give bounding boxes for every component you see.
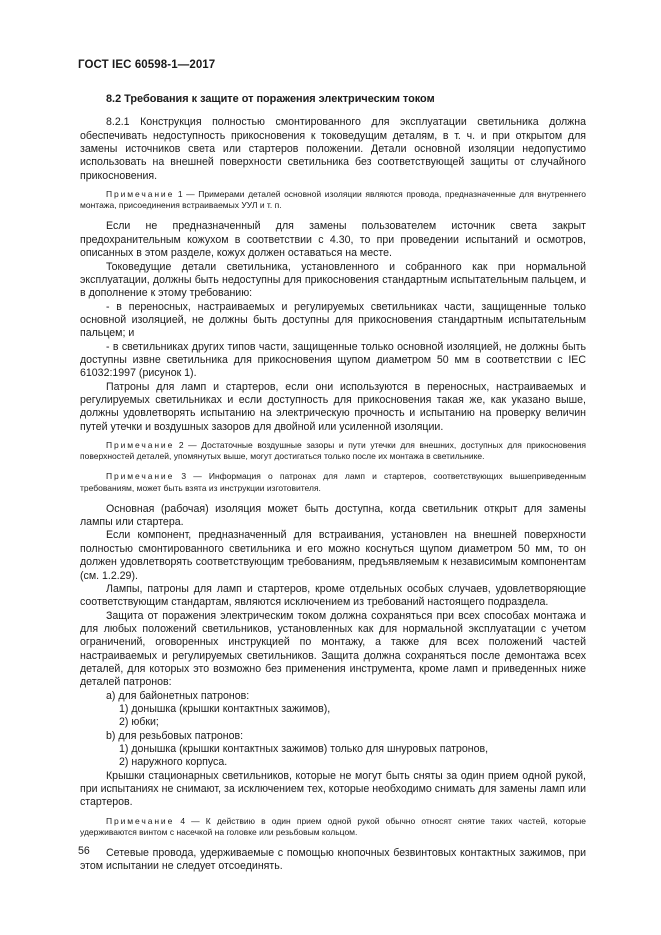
standard-header: ГОСТ IEC 60598-1—2017 (78, 59, 216, 71)
paragraph: Если не предназначенный для замены пользователем источник света закрыт предохранительным кожухом в соответствии с 4.30, то при проведении испытаний и осмотров, описанных в этом разделе, кожух должен оставаться на месте. (80, 220, 586, 260)
list-item: 1) донышка (крышки контактных зажимов), (119, 702, 331, 715)
page-number: 56 (78, 845, 90, 857)
list-item: а) для байонетных патронов: (106, 689, 250, 702)
list-item: 2) юбки; (119, 716, 159, 729)
paragraph: Патроны для ламп и стартеров, если они используются в переносных, настраиваемых и регулируемых светильниках и если доступность для прикосновения такая же, как указано выше, должны удовлетворять испытанию на электрическую прочность и испытанию на проверку величин путей утечки и воздушных зазоров для двойной или усиленной изоляции. (80, 380, 586, 433)
note-text: 3 — Информация о патронах для ламп и стартеров, соответствующих вышеприведенным требованиям, может быть взята из инструкции изготовителя. (80, 471, 586, 493)
paragraph: Крышки стационарных светильников, которые не могут быть сняты за один прием одной рукой, при испытаниях не снимают, за исключением тех, которые необходимо снимать для замены ламп или стартеров. (80, 769, 586, 809)
note-label: Примечание (106, 189, 175, 200)
note-text: 2 — Достаточные воздушные зазоры и пути утечки для внешних, доступных для прикосновения поверхностей деталей, упомянутых выше, могут достигаться только после их монтажа в светильнике. (80, 439, 586, 462)
note-1 (80, 189, 586, 211)
list-item: - в переносных, настраиваемых и регулируемых светильниках части, защищенные только основной изоляцией, не должны быть доступны для прикосновения стандартным испытательным пальцем; и (80, 300, 586, 340)
list-item: 1) донышка (крышки контактных зажимов) только для шнуровых патронов, (119, 742, 489, 755)
section-title: 8.2 Требования к защите от поражения электрическим током (106, 93, 435, 105)
list-item: - в светильниках других типов части, защищенные только основной изоляцией, не должны быть доступны извне светильника для прикосновения щупом диаметром 50 мм в соответствии с IEC 61032:1997 (рисунок 1). (80, 340, 586, 380)
paragraph: Если компонент, предназначенный для встраивания, установлен на внешней поверхности полностью смонтированного светильника и его можно коснуться щупом диаметром 50 мм, то он должен удовлетворять соответствующим требованиям, предъявляемым к независимым компонентам (см. 1.2.29). (80, 529, 586, 582)
paragraph: Защита от поражения электрическим током должна сохраняться при всех способах монтажа и для любых положений светильников, установленных как для нормальной эксплуатации с учетом ограничений, оговоренных инструкцией по монтажу, а также для всех положений частей настраиваемых и регулируемых светильников. Защита должна сохраняться после демонтажа всех деталей, для которых это возможно без применения инструмента, кроме ламп и приведенных ниже деталей патронов: (80, 609, 586, 689)
note-label: Примечание (106, 439, 175, 450)
note-3 (80, 471, 586, 493)
list-item: b) для резьбовых патронов: (106, 729, 244, 742)
paragraph-8-2-1: 8.2.1 Конструкция полностью смонтированного для эксплуатации светильника должна обеспечивать недоступность прикосновения к токоведущим деталям, в т. ч. и при открытом для замены источников света или стартеров положении. Детали основной изоляции недопустимо использовать на внешней поверхности светильника без соответствующей защиты от случайного прикосновения. (80, 116, 586, 182)
note-label: Примечание (106, 471, 175, 482)
note-2 (80, 440, 586, 462)
paragraph: Основная (рабочая) изоляция может быть доступна, когда светильник открыт для замены лампы или стартера. (80, 502, 586, 529)
note-label: Примечание (106, 815, 175, 826)
note-4 (80, 816, 586, 838)
note-text: 1 — Примерами деталей основной изоляции являются провода, предназначенные для внутреннего монтажа, присоединения встраиваемых УУЛ и т. п. (80, 189, 586, 211)
paragraph: Сетевые провода, удерживаемые с помощью кнопочных безвинтовых контактных зажимов, при этом испытании не следует отсоединять. (80, 847, 586, 873)
list-item: 2) наружного корпуса. (119, 756, 228, 769)
note-text: 4 — К действию в один прием одной рукой обычно относят снятие таких частей, которые удерживаются винтом с насечкой на головке или резьбовым кольцом. (80, 815, 587, 837)
paragraph: Токоведущие детали светильника, установленного и собранного как при нормальной эксплуатации, должны быть недоступны для прикосновения стандартным испытательным пальцем, и в дополнение к этому требованию: (80, 260, 586, 300)
paragraph: Лампы, патроны для ламп и стартеров, кроме отдельных особых случаев, удовлетворяющие соответствующим стандартам, являются исключением из требований настоящего подраздела. (80, 582, 586, 609)
document-body (80, 93, 586, 874)
